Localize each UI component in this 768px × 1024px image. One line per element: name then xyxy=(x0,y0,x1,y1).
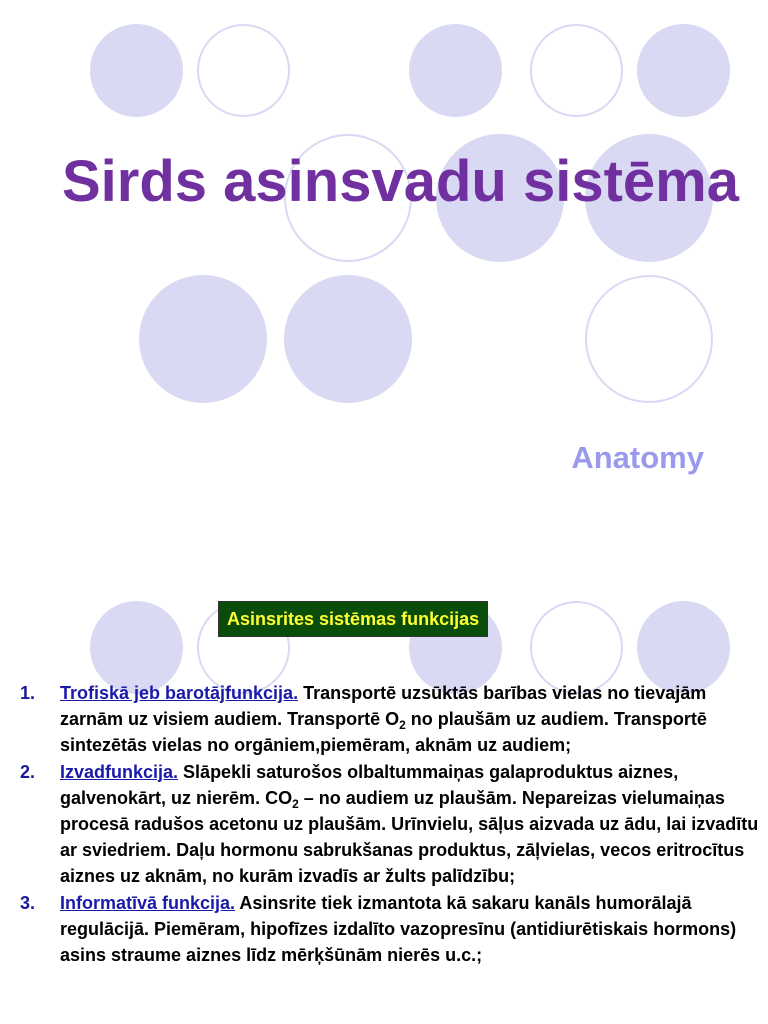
decorative-circle xyxy=(409,24,502,117)
item-text: Asinsrite tiek izmantota kā sakaru kanāls humorālajā regulācijā. Piemēram, hipofīzes izdalīto vazopresīnu (antidiurētiskais hormons) asins straume aiznes līdz mērķšūnām nierēs u.c.; xyxy=(60,892,737,966)
decorative-ring xyxy=(585,275,713,403)
list-item xyxy=(20,759,760,890)
decorative-circle xyxy=(284,275,412,403)
term-link[interactable]: Informatīvā funkcija. xyxy=(60,892,236,913)
decorative-circle xyxy=(90,24,183,117)
decorative-circle xyxy=(637,24,730,117)
decorative-ring xyxy=(197,24,290,117)
item-number: 2. xyxy=(20,761,36,782)
term-link[interactable]: Trofiskā jeb barotājfunkcija. xyxy=(60,683,299,703)
content-slide xyxy=(0,576,768,1024)
decorative-ring xyxy=(530,24,623,117)
slide-title: Sirds asinsvadu sistēma xyxy=(62,149,739,214)
decorative-circle xyxy=(139,275,267,403)
item-number: 1. xyxy=(20,683,36,703)
item-text: no plaušām uz audiem. Transportē sintezētās vielas no orgāniem,piemēram, aknām uz audiem; xyxy=(60,709,707,756)
functions-heading: Asinsrites sistēmas funkcijas xyxy=(218,601,488,637)
list-item xyxy=(20,890,760,969)
slide-subtitle: Anatomy xyxy=(571,440,704,475)
item-number: 3. xyxy=(20,892,36,913)
item-text: – no audiem uz plaušām. Nepareizas vielumaiņas procesā radušos acetonu uz plaušām. Urīnvielu, sāļus aizvada uz ādu, lai izvadītu ar sviedriem. Daļu hormonu sabrukšanas produktus, zāļvielas, vecos eritrocītus aiznes uz aknām, no kurām izvadīs ar žults palīdzību; xyxy=(60,787,759,887)
functions-list xyxy=(20,680,760,968)
subscript: 2 xyxy=(399,718,406,733)
subscript: 2 xyxy=(292,796,299,811)
term-link[interactable]: Izvadfunkcija. xyxy=(60,761,179,782)
item-text: Transportē uzsūktās barības vielas no tievajām zarnām uz visiem audiem. Transportē O xyxy=(60,683,707,730)
list-item xyxy=(20,680,760,759)
item-text: Slāpekli saturošos olbaltummaiņas galaproduktus aiznes, galvenokārt, uz nierēm. CO xyxy=(60,761,679,808)
